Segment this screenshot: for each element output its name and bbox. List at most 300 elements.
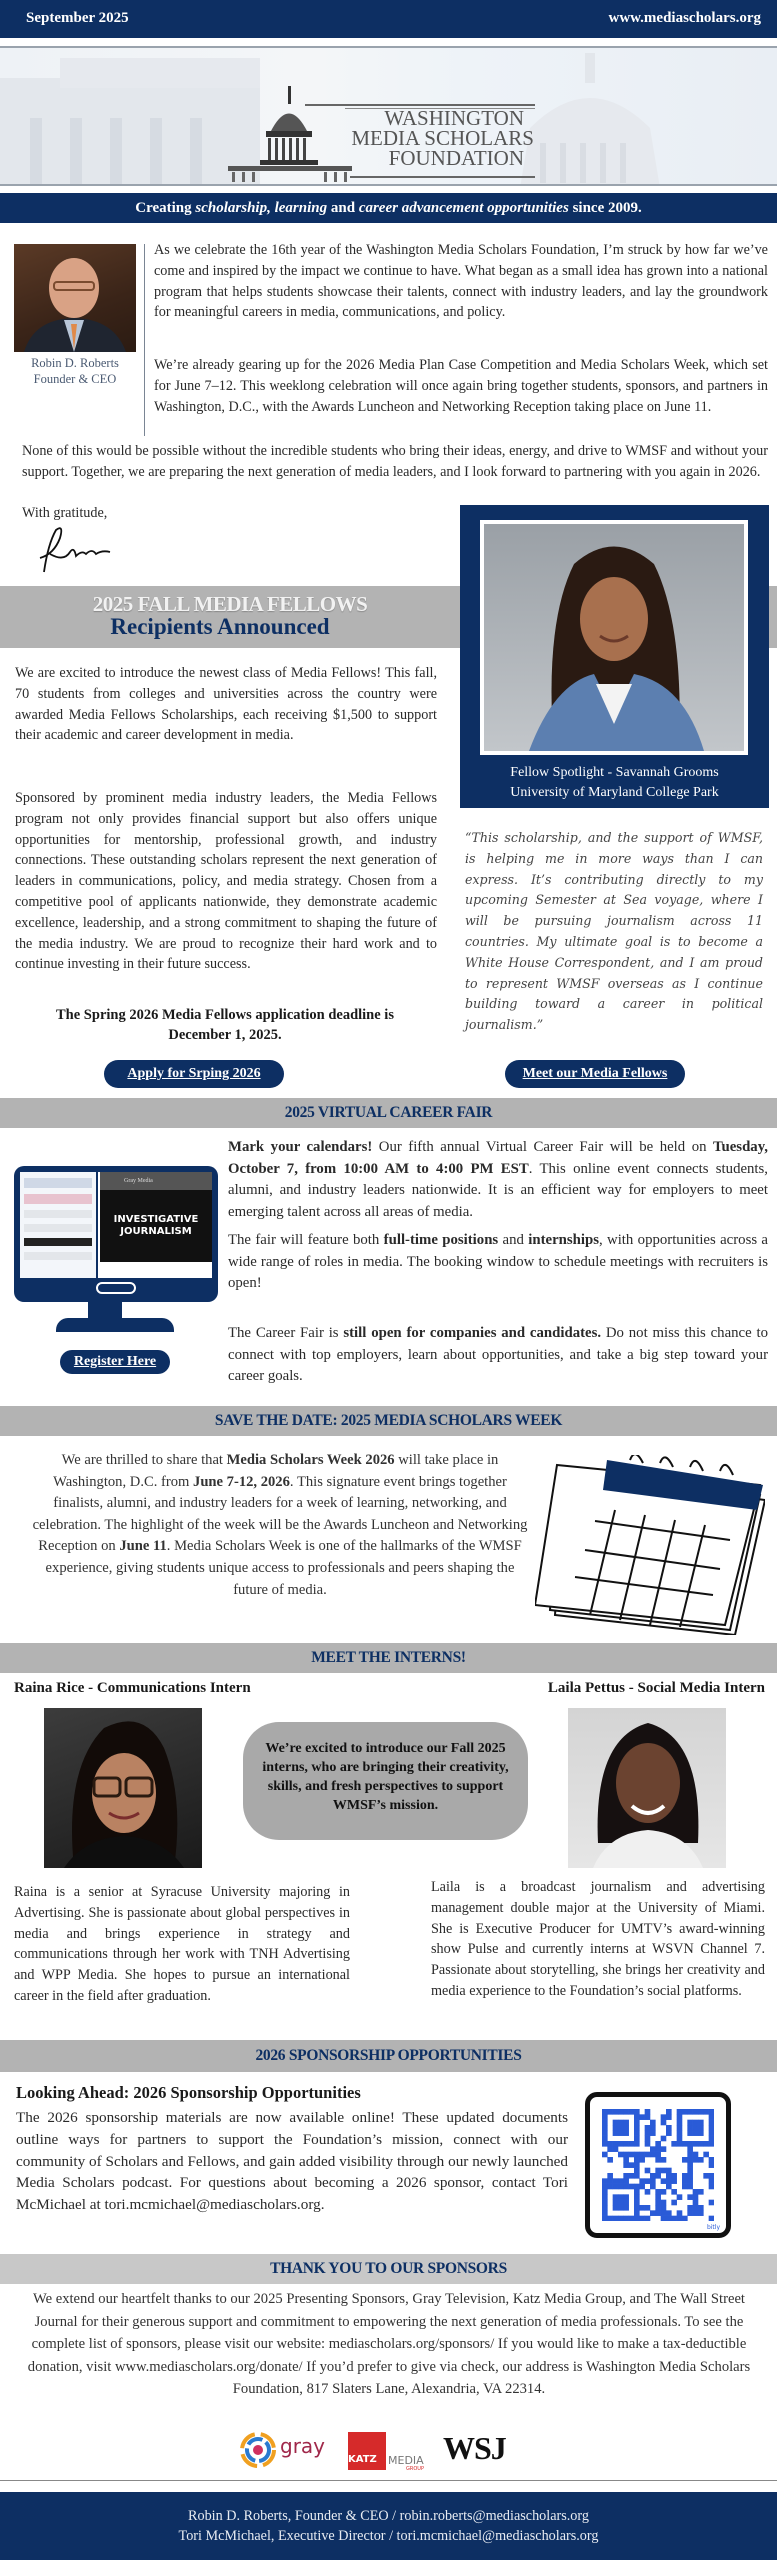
top-bar	[0, 0, 777, 38]
text: , with opportunities across a wide range of roles in media. The booking window to schedule meetings with recruiters is open!	[228, 1232, 768, 1291]
qr-module	[698, 2210, 704, 2216]
interns-heading: MEET THE INTERNS!	[0, 1643, 777, 1673]
qr-module	[682, 2141, 688, 2147]
tagline-italic-2: career advancement opportunities	[358, 200, 569, 216]
qr-module	[639, 2114, 645, 2120]
qr-module	[655, 2168, 661, 2174]
career-fair-paragraph-1	[228, 1137, 768, 1223]
qr-module	[687, 2152, 693, 2158]
qr-module	[693, 2125, 699, 2131]
qr-module	[682, 2184, 688, 2190]
qr-module	[639, 2184, 645, 2190]
qr-module	[618, 2194, 624, 2200]
qr-module	[655, 2205, 661, 2211]
qr-module	[629, 2173, 635, 2179]
qr-module	[687, 2205, 693, 2211]
logo-line-1: WASHINGTON	[384, 106, 524, 130]
qr-module	[623, 2141, 629, 2147]
qr-module	[687, 2184, 693, 2190]
qr-module	[645, 2130, 651, 2136]
qr-module	[677, 2136, 683, 2142]
event-dates: June 7-12, 2026	[193, 1473, 290, 1490]
sponsorship-heading: 2026 SPONSORSHIP OPPORTUNITIES	[0, 2040, 777, 2072]
qr-module	[623, 2157, 629, 2163]
letter-closing: With gratitude,	[22, 505, 108, 521]
qr-module	[661, 2146, 667, 2152]
fellows-heading-line-2: Recipients Announced	[110, 614, 330, 639]
qr-module	[618, 2200, 624, 2206]
text: The Career Fair is	[228, 1325, 344, 1341]
qr-module	[645, 2141, 651, 2147]
qr-module	[602, 2189, 608, 2195]
qr-module	[618, 2184, 624, 2190]
qr-module	[613, 2216, 619, 2221]
apply-spring-2026-button[interactable]: Apply for Srping 2026	[104, 1060, 284, 1088]
qr-module	[666, 2178, 672, 2184]
sponsorship-subheading: Looking Ahead: 2026 Sponsorship Opportunities	[16, 2083, 361, 2102]
qr-module	[607, 2178, 613, 2184]
qr-module	[623, 2152, 629, 2158]
qr-module	[602, 2178, 608, 2184]
qr-module	[687, 2120, 693, 2126]
founder-title: Founder & CEO	[33, 372, 117, 386]
qr-module	[677, 2210, 683, 2216]
qr-module	[655, 2146, 661, 2152]
katz-media-text: MEDIA	[388, 2454, 424, 2467]
qr-module	[687, 2157, 693, 2163]
tagline-text: and	[327, 200, 359, 216]
footer-divider	[0, 2480, 777, 2481]
qr-module	[613, 2130, 619, 2136]
thanks-heading: THANK YOU TO OUR SPONSORS	[0, 2254, 777, 2284]
qr-module	[709, 2109, 714, 2115]
qr-module	[650, 2146, 656, 2152]
text: . This online event connects students, alumni, and industry leaders nationwide. It is an efficient way for employers to meet emerging talent across all areas of media.	[228, 1160, 768, 1220]
monitor-illustration	[14, 1166, 218, 1302]
sponsorship-qr-code[interactable]	[585, 2092, 731, 2238]
qr-module	[693, 2200, 699, 2206]
qr-module	[709, 2136, 714, 2142]
qr-module	[698, 2125, 704, 2131]
qr-module	[607, 2109, 613, 2115]
bold-text: full-time positions	[383, 1232, 499, 1248]
qr-module	[634, 2210, 640, 2216]
qr-module	[677, 2141, 683, 2147]
text: The fair will feature both	[228, 1232, 384, 1248]
video-title-2: JOURNALISM	[120, 1226, 192, 1237]
footer-contact-director[interactable]: Tori McMichael, Executive Director / tori.mcmichael@mediascholars.org	[178, 2528, 599, 2544]
screen-title: Gray Media	[100, 1172, 212, 1190]
qr-module	[634, 2162, 640, 2168]
qr-module	[655, 2200, 661, 2206]
qr-module	[618, 2130, 624, 2136]
qr-module	[623, 2184, 629, 2190]
qr-module	[698, 2157, 704, 2163]
tagline-bar	[0, 193, 777, 223]
letter-paragraph-3: None of this would be possible without the incredible students who bring their ideas, energy, and drive to WMSF and without your support. Together, we are preparing the next generation of media leaders, and I look forward to partnering with you again in 2026.	[22, 443, 768, 480]
fellows-paragraph-2: Sponsored by prominent media industry leaders, the Media Fellows program not only provides financial support but also offers unique opportunities for mentorship, professional growth, and industry connections. These outstanding scholars represent the next generation of leaders in communications, policy, and media strategy. Chosen from a competitive pool of applicants nationwide, they demonstrate academic excellence, leadership, and a strong commitment to shaping the future of the media industry. We are proud to recognize their hard work and to continue investing in their future success.	[15, 790, 437, 973]
qr-module	[687, 2178, 693, 2184]
qr-module	[698, 2189, 704, 2195]
intern-raina-photo	[44, 1708, 202, 1868]
gray-logo-icon	[238, 2430, 278, 2470]
qr-module	[709, 2216, 714, 2221]
qr-module	[602, 2152, 608, 2158]
text: . Media Scholars Week is one of the hallmarks of the WMSF experience, giving students unique access to professionals and peers shaping the future of media.	[45, 1538, 522, 1598]
qr-module	[602, 2125, 608, 2131]
qr-module	[645, 2152, 651, 2158]
qr-module	[623, 2205, 629, 2211]
qr-module	[666, 2210, 672, 2216]
text: Our fifth annual Virtual Career Fair will be held on	[372, 1139, 713, 1155]
qr-module	[634, 2200, 640, 2206]
qr-module	[687, 2168, 693, 2174]
qr-module	[613, 2178, 619, 2184]
qr-module	[677, 2109, 683, 2115]
qr-module	[634, 2173, 640, 2179]
qr-module	[709, 2141, 714, 2147]
qr-module	[687, 2130, 693, 2136]
scholars-week-heading: SAVE THE DATE: 2025 MEDIA SCHOLARS WEEK	[0, 1406, 777, 1436]
katz-group-text: GROUP	[406, 2466, 424, 2472]
text: We are thrilled to share that	[61, 1452, 227, 1468]
qr-module	[655, 2210, 661, 2216]
qr-module	[634, 2168, 640, 2174]
qr-module	[671, 2178, 677, 2184]
qr-module	[645, 2216, 651, 2221]
footer-contact-founder[interactable]: Robin D. Roberts, Founder & CEO / robin.roberts@mediascholars.org	[188, 2508, 589, 2524]
qr-module	[682, 2178, 688, 2184]
monitor-button-icon	[96, 1282, 136, 1294]
qr-module	[655, 2173, 661, 2179]
qr-module	[650, 2130, 656, 2136]
spotlight-photo	[484, 524, 744, 751]
career-fair-heading: 2025 VIRTUAL CAREER FAIR	[0, 1098, 777, 1128]
qr-module	[618, 2216, 624, 2221]
qr-module	[613, 2194, 619, 2200]
qr-module	[639, 2178, 645, 2184]
founder-photo	[14, 244, 136, 352]
qr-module	[602, 2205, 608, 2211]
qr-module	[650, 2184, 656, 2190]
screen-video	[100, 1190, 212, 1262]
qr-module	[607, 2146, 613, 2152]
qr-module	[634, 2120, 640, 2126]
qr-module	[607, 2216, 613, 2221]
qr-module	[709, 2162, 714, 2168]
qr-module	[703, 2141, 709, 2147]
qr-module	[613, 2205, 619, 2211]
qr-module	[623, 2200, 629, 2206]
interns-intro-bubble: We’re excited to introduce our Fall 2025 interns, who are bringing their creativity, skills, and fresh perspectives to support WMSF’s mission.	[243, 1722, 528, 1840]
qr-module	[693, 2120, 699, 2126]
intern-left-title: Raina Rice - Communications Intern	[14, 1680, 251, 1696]
qr-module	[639, 2216, 645, 2221]
letter-paragraph-2: We’re already gearing up for the 2026 Media Plan Case Competition and Media Scholars Week, which set for June 7–12. This weeklong celebration will once again bring together students, sponsors, and partners in Washington, D.C., with the Awards Luncheon and Networking Reception taking place on June 11.	[154, 357, 768, 415]
website-link[interactable]: www.mediascholars.org	[608, 10, 761, 26]
qr-module	[634, 2141, 640, 2147]
footer-contacts	[0, 2492, 777, 2560]
qr-module	[602, 2130, 608, 2136]
qr-module	[613, 2200, 619, 2206]
qr-module	[602, 2109, 608, 2115]
qr-module	[677, 2125, 683, 2131]
qr-module	[709, 2184, 714, 2190]
qr-label: bitly	[706, 2224, 720, 2231]
qr-module	[693, 2205, 699, 2211]
qr-module	[709, 2178, 714, 2184]
qr-module	[687, 2109, 693, 2115]
qr-module	[634, 2189, 640, 2195]
qr-module	[693, 2194, 699, 2200]
qr-module	[687, 2141, 693, 2147]
tagline-text: since 2009.	[568, 200, 642, 216]
qr-module	[650, 2210, 656, 2216]
qr-module	[666, 2109, 672, 2115]
qr-module	[629, 2141, 635, 2147]
qr-module	[639, 2205, 645, 2211]
qr-module	[698, 2109, 704, 2115]
foundation-logo-text	[228, 108, 538, 168]
qr-module	[666, 2125, 672, 2131]
fellows-paragraph-1: We are excited to introduce the newest class of Media Fellows! This fall, 70 students from colleges and universities across the country were awarded Media Fellows Scholarships, each receiving $1,500 to support their academic and career development in media.	[15, 665, 437, 744]
qr-module	[602, 2184, 608, 2190]
qr-module	[698, 2120, 704, 2126]
qr-module	[661, 2210, 667, 2216]
letter-paragraph-1: As we celebrate the 16th year of the Washington Media Scholars Foundation, I’m struck by how far we’ve come and inspired by the impact we continue to have. What began as a small idea has grown into a national program that helps students showcase their talents, connect with industry leaders, and lay the groundwork for meaningful careers in media, communications, and policy.	[154, 242, 768, 321]
sponsor-logos	[238, 2428, 538, 2472]
qr-module	[645, 2178, 651, 2184]
qr-module	[709, 2200, 714, 2206]
qr-module	[645, 2114, 651, 2120]
qr-module	[623, 2194, 629, 2200]
qr-module	[687, 2162, 693, 2168]
qr-module	[661, 2216, 667, 2221]
qr-module	[623, 2162, 629, 2168]
qr-module	[693, 2109, 699, 2115]
qr-module	[661, 2178, 667, 2184]
qr-module	[655, 2141, 661, 2147]
qr-module	[661, 2114, 667, 2120]
intern-laila-photo	[568, 1708, 726, 1868]
qr-module	[613, 2146, 619, 2152]
scholars-week-paragraph	[30, 1450, 530, 1601]
qr-module	[629, 2162, 635, 2168]
qr-module	[709, 2120, 714, 2126]
qr-module	[703, 2109, 709, 2115]
qr-module	[623, 2173, 629, 2179]
qr-module	[618, 2109, 624, 2115]
bold-text: June 11	[119, 1538, 167, 1555]
intern-right-bio: Laila is a broadcast journalism and advertising management double major at the University of Miami. She is Executive Producer for UMTV’s award-winning show Pulse and currently interns at WSVN Channel 7. Passionate about storytelling, she brings her creativity and media experience to the Foundation’s social platforms.	[431, 1879, 765, 1999]
career-fair-paragraph-3	[228, 1323, 768, 1388]
screen-sidebar	[20, 1172, 98, 1278]
qr-module	[634, 2194, 640, 2200]
qr-module	[666, 2184, 672, 2190]
qr-module	[634, 2130, 640, 2136]
qr-module	[645, 2189, 651, 2195]
qr-module	[677, 2114, 683, 2120]
qr-module	[650, 2125, 656, 2131]
qr-module	[618, 2120, 624, 2126]
bold-text: Mark your calendars!	[228, 1139, 373, 1155]
qr-module	[661, 2189, 667, 2195]
text: Do not miss this chance to connect with top employers, learn about opportunities, and take a big step toward your career goals.	[228, 1325, 769, 1384]
qr-module	[677, 2194, 683, 2200]
qr-module	[602, 2210, 608, 2216]
qr-module	[607, 2141, 613, 2147]
qr-module	[645, 2205, 651, 2211]
thanks-body: We extend our heartfelt thanks to our 2025 Presenting Sponsors, Gray Television, Katz Media Group, and The Wall Street Journal for their generous support and commitment to empowering the next generation of media professionals. To see the complete list of sponsors, please visit our website: mediascholars.org/sponsors/ If you would like to make a tax-deductible donation, visit www.mediascholars.org/donate/ If you’d prefer to give via check, our address is Washington Media Scholars Foundation, 817 Slaters Lane, Alexandria, VA 22314.	[27, 2291, 751, 2397]
qr-module	[661, 2205, 667, 2211]
qr-module	[661, 2120, 667, 2126]
qr-module	[682, 2173, 688, 2179]
spotlight-caption	[460, 763, 769, 803]
sponsorship-body: The 2026 sponsorship materials are now available online! These updated documents outline ways for partners to support the Foundation’s mission, connect with our community of Scholars and Fellows, and gain added visibility through our newly launched Media Scholars podcast. For questions about becoming a 2026 sponsor, contact Tori McMichael at tori.mcmichael@mediascholars.org.	[16, 2109, 568, 2214]
qr-module	[629, 2152, 635, 2158]
monitor-screen	[20, 1172, 212, 1278]
qr-module	[602, 2216, 608, 2221]
monitor-base	[56, 1318, 174, 1332]
qr-module	[634, 2157, 640, 2163]
qr-module	[698, 2130, 704, 2136]
qr-module	[602, 2120, 608, 2126]
qr-module	[613, 2184, 619, 2190]
qr-module	[682, 2216, 688, 2221]
qr-module	[629, 2109, 635, 2115]
qr-module	[613, 2120, 619, 2126]
qr-module	[639, 2157, 645, 2163]
qr-module	[677, 2130, 683, 2136]
qr-module	[703, 2152, 709, 2158]
qr-module	[655, 2194, 661, 2200]
qr-module	[666, 2130, 672, 2136]
career-fair-paragraph-2	[228, 1230, 768, 1295]
qr-module	[666, 2114, 672, 2120]
intern-left-bio: Raina is a senior at Syracuse University majoring in Advertising. She is passionate about global perspectives in media and brings experience in strategy and communications through her work with TNH Advertising and WPP Media. She hopes to pursue an international career in the field after graduation.	[14, 1884, 350, 2004]
founder-signature-image	[30, 524, 120, 576]
qr-module	[650, 2152, 656, 2158]
founder-caption	[10, 355, 140, 387]
qr-module	[650, 2178, 656, 2184]
qr-module	[650, 2173, 656, 2179]
logo-line-3: FOUNDATION	[388, 146, 524, 170]
qr-module	[613, 2141, 619, 2147]
qr-module	[623, 2125, 629, 2131]
qr-module	[671, 2216, 677, 2221]
qr-module	[613, 2125, 619, 2131]
qr-module	[671, 2141, 677, 2147]
qr-module	[613, 2109, 619, 2115]
divider	[144, 244, 145, 436]
tagline-text: Creating	[135, 200, 196, 216]
qr-module	[607, 2173, 613, 2179]
qr-module	[618, 2178, 624, 2184]
bold-text: Media Scholars Week 2026	[226, 1452, 395, 1468]
qr-module	[671, 2189, 677, 2195]
qr-module	[693, 2157, 699, 2163]
qr-module	[655, 2152, 661, 2158]
issue-date: September 2025	[26, 10, 129, 26]
spotlight-name: Fellow Spotlight - Savannah Grooms	[510, 765, 719, 780]
text: will take place in Washington, D.C. from	[53, 1452, 499, 1490]
qr-module	[634, 2114, 640, 2120]
qr-module	[645, 2168, 651, 2174]
qr-module	[650, 2120, 656, 2126]
wsj-logo: WSJ	[443, 2430, 506, 2466]
founder-name: Robin D. Roberts	[31, 356, 119, 370]
qr-module	[661, 2200, 667, 2206]
qr-module	[655, 2189, 661, 2195]
qr-module	[709, 2114, 714, 2120]
qr-module	[623, 2120, 629, 2126]
qr-module	[693, 2189, 699, 2195]
qr-module	[709, 2173, 714, 2179]
qr-module	[703, 2173, 709, 2179]
qr-module	[671, 2200, 677, 2206]
qr-module	[661, 2168, 667, 2174]
qr-module	[618, 2205, 624, 2211]
intern-right-title: Laila Pettus - Social Media Intern	[547, 1680, 765, 1696]
spotlight-photo-frame	[480, 520, 748, 755]
qr-module	[677, 2216, 683, 2221]
qr-module	[709, 2157, 714, 2163]
qr-module	[634, 2216, 640, 2221]
qr-code-image	[602, 2109, 714, 2221]
qr-module	[693, 2152, 699, 2158]
qr-module	[634, 2184, 640, 2190]
qr-module	[677, 2120, 683, 2126]
qr-module	[634, 2109, 640, 2115]
qr-module	[639, 2152, 645, 2158]
text: . This signature event brings together finalists, alumni, and industry leaders for a week of learning, networking, and celebration. The highlight of the week will be the Awards Luncheon and Networking Reception on	[32, 1473, 528, 1555]
qr-module	[629, 2216, 635, 2221]
qr-module	[687, 2194, 693, 2200]
fellows-heading-line-1: 2025 FALL MEDIA FELLOWS	[92, 592, 368, 616]
qr-module	[666, 2216, 672, 2221]
qr-module	[666, 2173, 672, 2179]
qr-module	[623, 2130, 629, 2136]
masthead-banner	[0, 46, 777, 186]
qr-module	[602, 2194, 608, 2200]
qr-module	[682, 2109, 688, 2115]
register-here-button[interactable]: Register Here	[60, 1350, 170, 1374]
qr-module	[693, 2210, 699, 2216]
qr-module	[618, 2125, 624, 2131]
qr-module	[682, 2157, 688, 2163]
qr-module	[602, 2136, 608, 2142]
qr-module	[698, 2205, 704, 2211]
qr-module	[602, 2114, 608, 2120]
qr-module	[602, 2200, 608, 2206]
qr-module	[687, 2173, 693, 2179]
qr-module	[602, 2141, 608, 2147]
qr-module	[607, 2157, 613, 2163]
qr-module	[618, 2152, 624, 2158]
katz-logo-text: KATZ	[348, 2454, 377, 2465]
bold-text: still open for companies and candidates.	[343, 1325, 602, 1341]
gray-logo-text: gray	[280, 2434, 326, 2458]
qr-module	[607, 2184, 613, 2190]
qr-module	[634, 2152, 640, 2158]
meet-media-fellows-button[interactable]: Meet our Media Fellows	[505, 1060, 685, 1088]
qr-module	[661, 2157, 667, 2163]
spotlight-school: University of Maryland College Park	[510, 785, 719, 800]
qr-module	[629, 2184, 635, 2190]
text: and	[498, 1232, 529, 1248]
spotlight-quote: “This scholarship, and the support of WMSF, is helping me in more ways than I can express. It’s contributing directly to my upcoming Semester at Sea voyage, where I will be pursuing journalism across 11 countries. My ultimate goal is to become a White House Correspondent, and I am proud to represent WMSF overseas as I continue building toward a career in political journalism.”	[465, 830, 763, 1033]
qr-module	[709, 2130, 714, 2136]
